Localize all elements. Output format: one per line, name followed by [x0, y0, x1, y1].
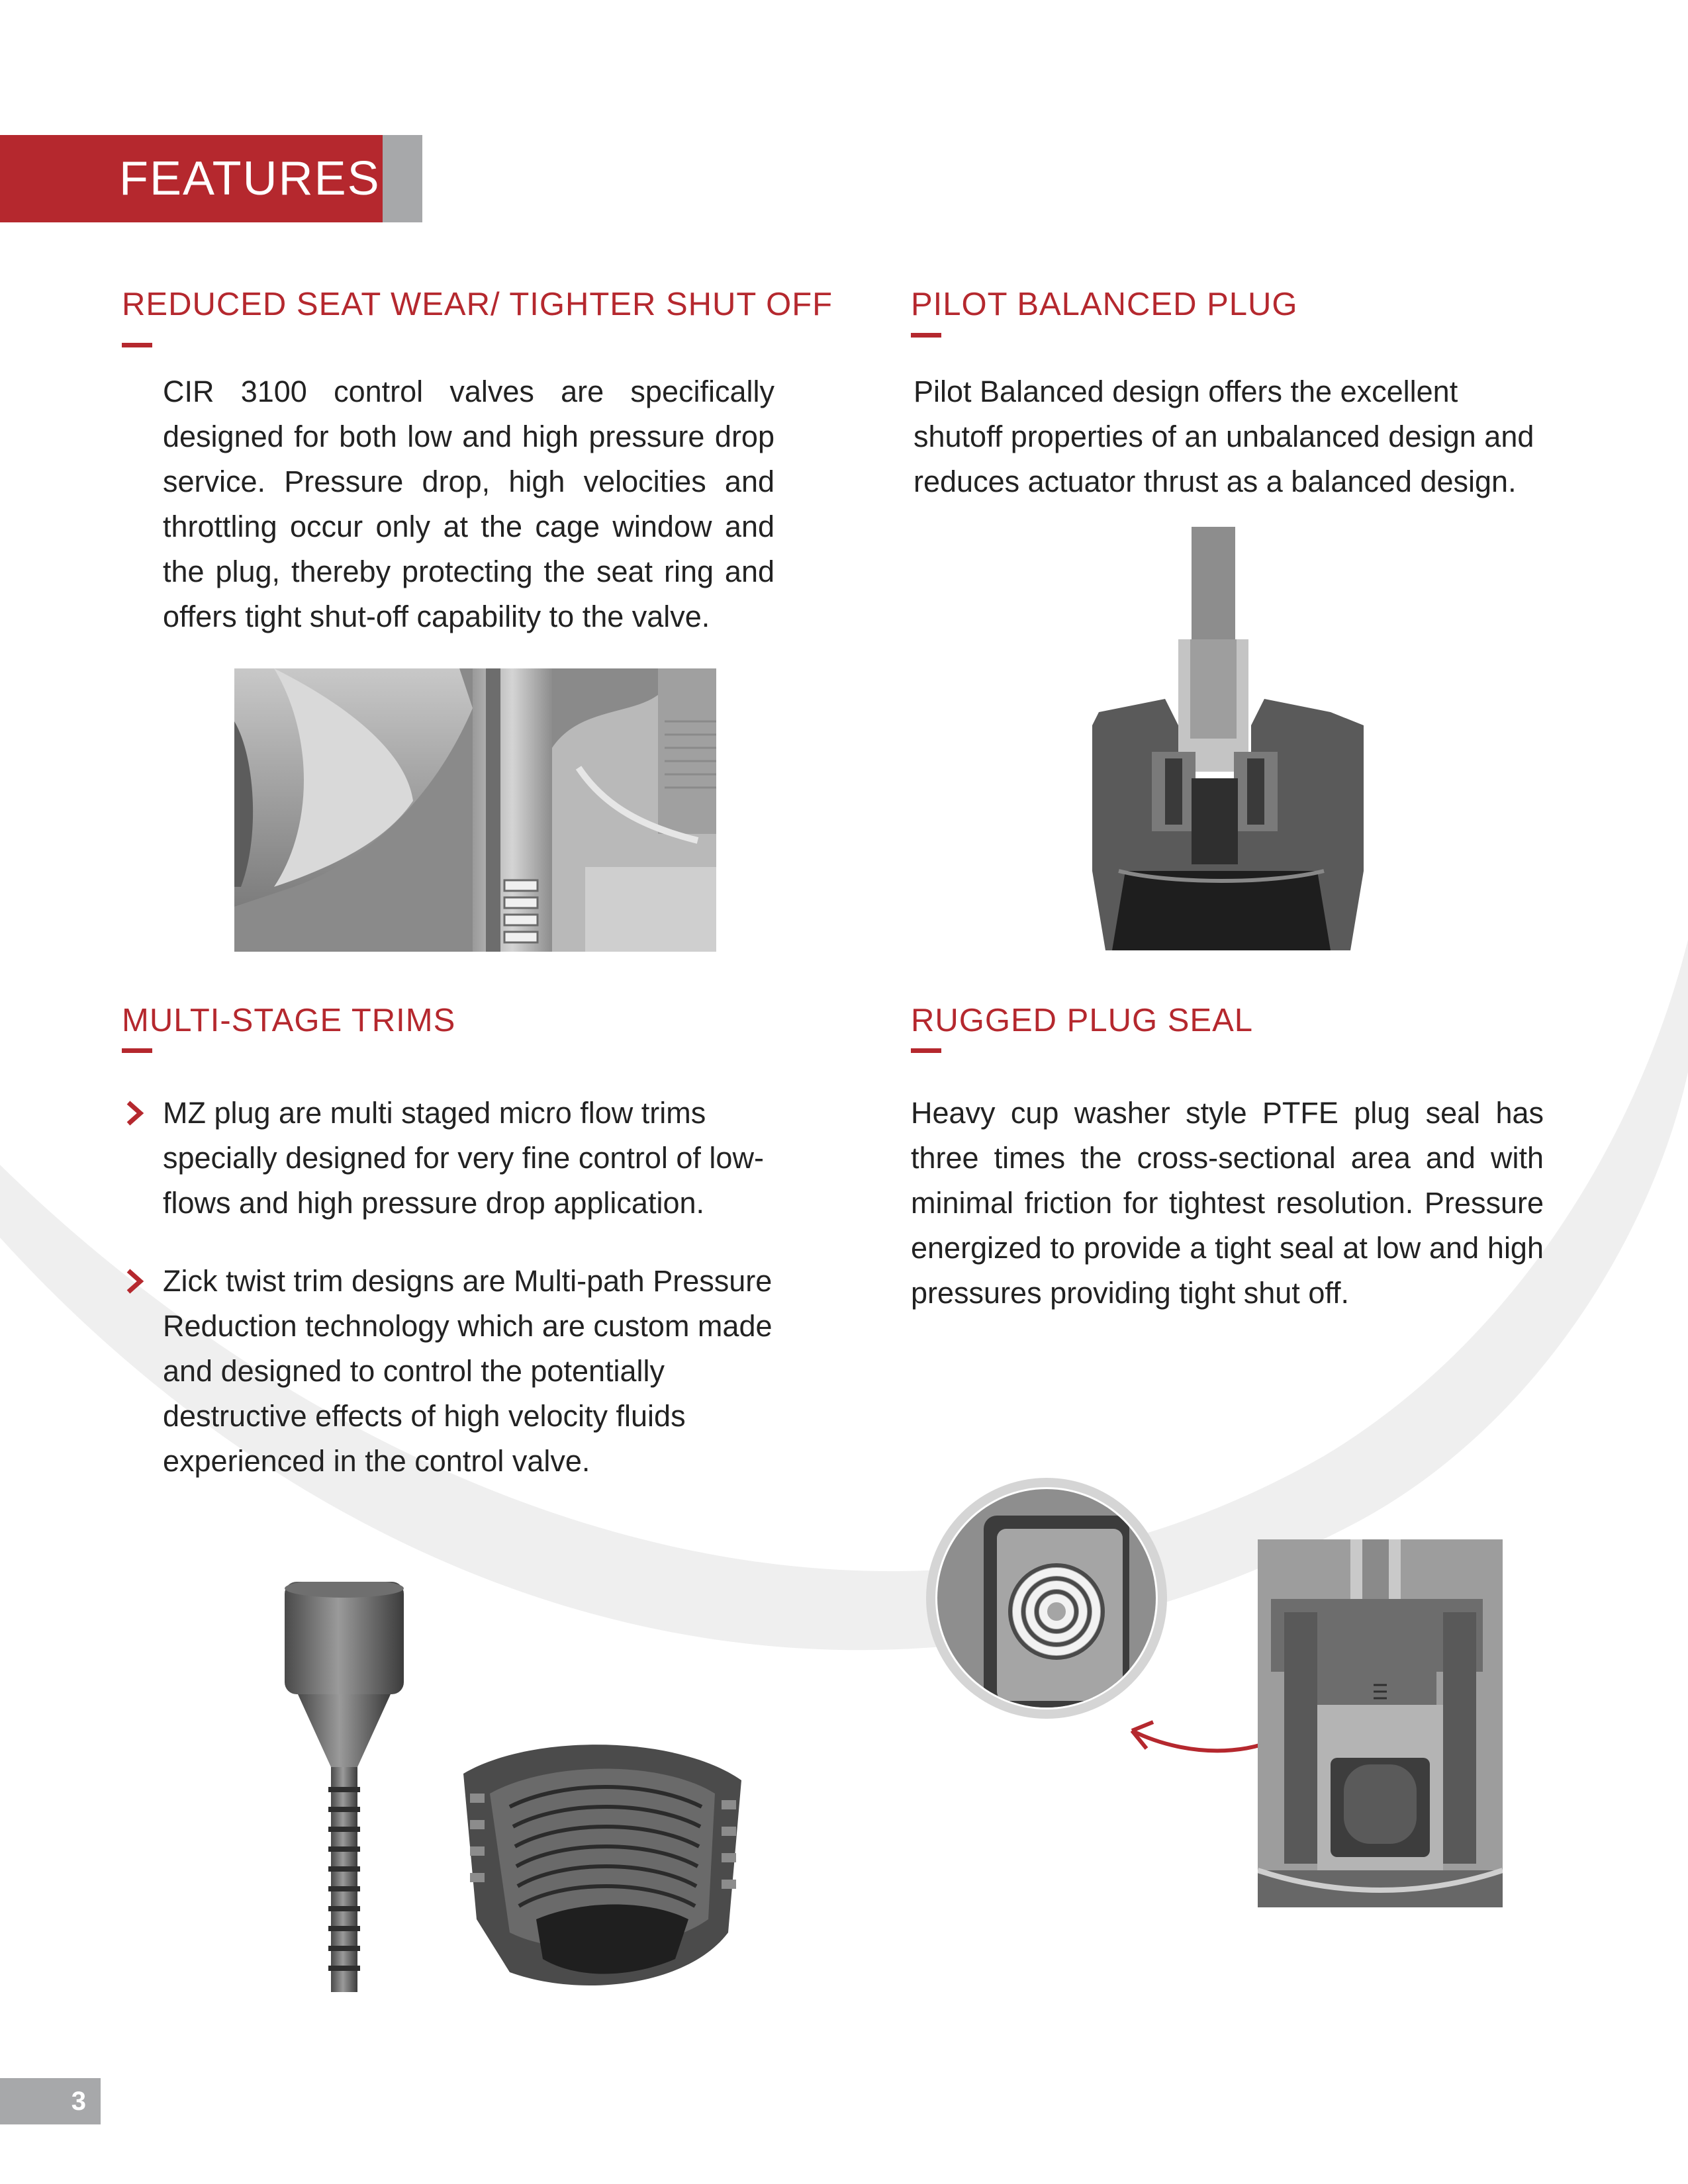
- heading-dash: [122, 1048, 152, 1053]
- heading-dash: [911, 333, 941, 338]
- pilot-balanced-plug-image: [1072, 527, 1383, 950]
- banner-tail: [383, 135, 422, 222]
- heading-multi-stage-trims: MULTI-STAGE TRIMS: [122, 1003, 456, 1038]
- pilot-balanced-body: Pilot Balanced design offers the excellent shutoff properties of an unbalanced design and reduces actuator thrust as a balanced design.: [914, 375, 1534, 498]
- bullet-text: Zick twist trim designs are Multi-path Pressure Reduction technology which are custom made and designed to control the potentially destructive effects of high velocity fluids experienced in the control valve.: [163, 1264, 773, 1478]
- features-banner: [0, 135, 383, 222]
- plug-seal-detail-image: [924, 1476, 1169, 1721]
- heading-dash: [911, 1048, 941, 1053]
- page-number-text: 3: [71, 2087, 86, 2116]
- mz-plug-image: [278, 1582, 410, 2005]
- heading-rugged-plug-seal: RUGGED PLUG SEAL: [911, 1003, 1254, 1038]
- reduced-seat-body: CIR 3100 control valves are specifically designed for both low and high pressure drop service. Pressure drop, high velocities and throttling occur only at the cage window and the plug, thereby protecting the seat ring and offers tight shut-off capability to the valve.: [163, 375, 774, 633]
- chevron-right-icon: [122, 1268, 148, 1295]
- zick-twist-trim-image: [450, 1721, 755, 2012]
- valve-cross-section-image: [1258, 1539, 1503, 1907]
- seat-cage-cross-section-image: [234, 668, 716, 952]
- features-title: FEATURES: [119, 152, 381, 205]
- rugged-seal-body: Heavy cup washer style PTFE plug seal has three times the cross-sectional area and with minimal friction for tightest resolution. Pressure energized to provide a tight seal at low and high pressures providing tight shut off.: [911, 1096, 1544, 1310]
- bullet-text: MZ plug are multi staged micro flow trims specially designed for very fine control of low-flows and high pressure drop application.: [163, 1096, 764, 1220]
- chevron-right-icon: [122, 1100, 148, 1126]
- heading-reduced-seat-wear: REDUCED SEAT WEAR/ TIGHTER SHUT OFF: [122, 287, 833, 322]
- heading-dash: [122, 343, 152, 347]
- heading-pilot-balanced-plug: PILOT BALANCED PLUG: [911, 287, 1298, 322]
- bullet-item-mz-plug: [163, 1091, 798, 1226]
- bullet-item-zick-twist: [163, 1259, 798, 1484]
- page-number: [0, 2078, 101, 2124]
